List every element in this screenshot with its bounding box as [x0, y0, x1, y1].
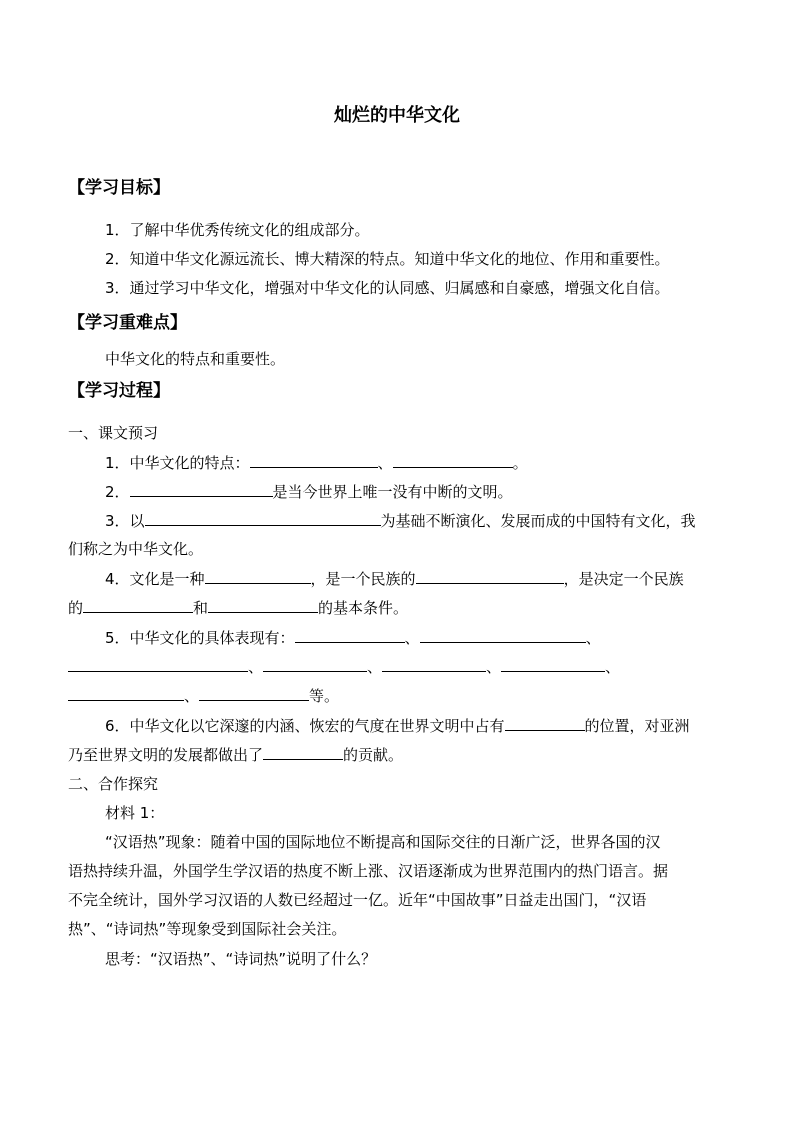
question-3: 3．以 为基础不断演化、发展而成的中国特有文化，我: [105, 509, 696, 532]
blank-field[interactable]: [393, 451, 513, 468]
goals-heading: 【学习目标】: [68, 178, 170, 198]
blank-field[interactable]: [208, 596, 318, 613]
blank-field[interactable]: [250, 451, 378, 468]
question-4-cont: 的 和 的基本条件。: [68, 596, 408, 619]
goal-item-3: 3．通过学习中华文化，增强对中华文化的认同感、归属感和自豪感，增强文化自信。: [105, 279, 670, 297]
blank-field[interactable]: [501, 655, 605, 672]
blank-field[interactable]: [205, 567, 311, 584]
keypoints-text: 中华文化的特点和重要性。: [105, 350, 286, 368]
question-2: 2． 是当今世界上唯一没有中断的文明。: [105, 480, 513, 503]
question-6: 6．中华文化以它深邃的内涵、恢宏的气度在世界文明中占有 的位置，对亚洲: [105, 714, 690, 737]
question-1: 1．中华文化的特点： 、 。: [105, 451, 528, 474]
material-line-4: 热”、“诗词热”等现象受到国际社会关注。: [68, 920, 347, 938]
question-5-cont-2: 、 等。: [68, 684, 339, 707]
think-question: 思考：“汉语热”、“诗词热”说明了什么？: [105, 950, 377, 968]
goal-item-2: 2．知道中华文化源远流长、博大精深的特点。知道中华文化的地位、作用和重要性。: [105, 250, 670, 268]
blank-field[interactable]: [263, 655, 367, 672]
section-2-heading: 二、合作探究: [68, 775, 159, 793]
material-label: 材料 1：: [105, 804, 165, 822]
section-1-heading: 一、课文预习: [68, 424, 159, 442]
goal-item-1: 1．了解中华优秀传统文化的组成部分。: [105, 221, 370, 239]
blank-field[interactable]: [263, 743, 343, 760]
page-title: 灿烂的中华文化: [334, 105, 460, 126]
question-5: 5．中华文化的具体表现有： 、 、: [105, 626, 601, 649]
blank-field[interactable]: [130, 480, 273, 497]
blank-field[interactable]: [382, 655, 486, 672]
question-6-cont: 乃至世界文明的发展都做出了 的贡献。: [68, 743, 403, 766]
material-line-1: “汉语热”现象：随着中国的国际地位不断提高和国际交往的日渐广泛，世界各国的汉: [105, 833, 661, 851]
blank-field[interactable]: [199, 684, 309, 701]
blank-field[interactable]: [68, 655, 248, 672]
blank-field[interactable]: [68, 684, 184, 701]
question-5-cont-1: 、 、 、 、: [68, 655, 620, 678]
blank-field[interactable]: [83, 596, 193, 613]
material-line-2: 语热持续升温，外国学生学汉语的热度不断上涨、汉语逐渐成为世界范围内的热门语言。据: [68, 862, 669, 880]
blank-field[interactable]: [145, 509, 381, 526]
blank-field[interactable]: [295, 626, 405, 643]
question-3-cont: 们称之为中华文化。: [68, 540, 204, 558]
keypoints-heading: 【学习重难点】: [68, 313, 187, 333]
material-line-3: 不完全统计，国外学习汉语的人数已经超过一亿。近年“中国故事”日益走出国门，“汉语: [68, 891, 647, 909]
blank-field[interactable]: [505, 714, 585, 731]
process-heading: 【学习过程】: [68, 381, 170, 401]
question-4: 4．文化是一种 ，是一个民族的 ，是决定一个民族: [105, 567, 684, 590]
blank-field[interactable]: [420, 626, 586, 643]
blank-field[interactable]: [416, 567, 564, 584]
